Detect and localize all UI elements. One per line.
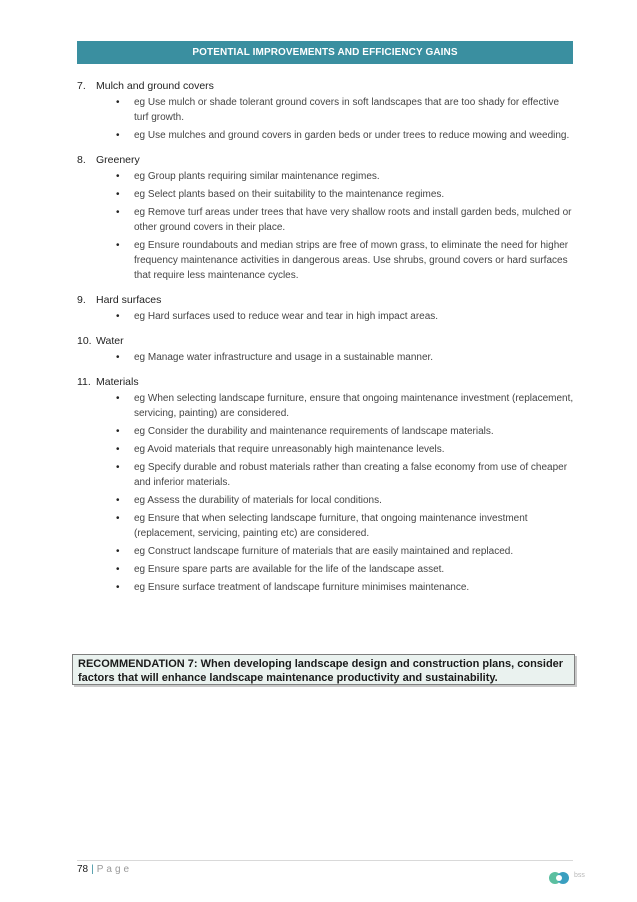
section: [77, 333, 577, 365]
bullet-list: [77, 309, 577, 324]
list-item: • eg Use mulches and ground covers in garden beds or under trees to reduce mowing and weeding.: [77, 128, 574, 143]
list-item: • eg Ensure surface treatment of landscape furniture minimises maintenance.: [77, 580, 574, 595]
list-item: • eg Ensure roundabouts and median strips are free of mown grass, to eliminate the need for higher frequency maintenance activities in dangerous areas. Use shrubs, ground covers or hard surfaces that require less maintenance cycles.: [77, 238, 574, 283]
list-item: • eg Avoid materials that require unreasonably high maintenance levels.: [77, 442, 574, 457]
section-title: Hard surfaces: [96, 294, 162, 306]
section: [77, 152, 577, 283]
footer-divider: [77, 860, 573, 861]
list-item: • eg Use mulch or shade tolerant ground covers in soft landscapes that are too shady for effective turf growth.: [77, 95, 574, 125]
bullet-list: [77, 95, 577, 143]
list-item: • eg Select plants based on their suitability to the maintenance regimes.: [77, 187, 574, 202]
list-item: • eg Manage water infrastructure and usage in a sustainable manner.: [77, 350, 574, 365]
section-title: Greenery: [96, 154, 140, 166]
section-title: Materials: [96, 376, 139, 388]
list-item: • eg Hard surfaces used to reduce wear and tear in high impact areas.: [77, 309, 574, 324]
section-heading: [77, 333, 577, 350]
section-number: 7.: [77, 80, 86, 92]
list-item: • eg Ensure spare parts are available for the life of the landscape asset.: [77, 562, 574, 577]
logo-text: bss: [574, 872, 585, 879]
page-number: [77, 864, 132, 875]
list-item: • eg Construct landscape furniture of materials that are easily maintained and replaced.: [77, 544, 574, 559]
section: [77, 292, 577, 324]
list-item: • eg When selecting landscape furniture, ensure that ongoing maintenance investment (replacement, servicing, painting) are considered.: [77, 391, 574, 421]
bullet-list: [77, 350, 577, 365]
section-number: 9.: [77, 294, 86, 306]
section-title: Water: [96, 335, 124, 347]
page-separator: |: [91, 864, 94, 875]
list-item: • eg Ensure that when selecting landscape furniture, that ongoing maintenance investment (replacement, servicing, painting etc) are considered.: [77, 511, 574, 541]
list-item: • eg Assess the durability of materials for local conditions.: [77, 493, 574, 508]
page-label: Page: [96, 864, 133, 875]
section-number: 11.: [77, 376, 91, 388]
recommendation-box: [72, 654, 575, 685]
bullet-list: [77, 169, 577, 283]
section-title: Mulch and ground covers: [96, 80, 214, 92]
recommendation-text: RECOMMENDATION 7: When developing landscape design and construction plans, consider factors that will enhance landscape maintenance productivity and sustainability.: [78, 658, 564, 684]
list-item: • eg Consider the durability and maintenance requirements of landscape materials.: [77, 424, 574, 439]
banner-title: POTENTIAL IMPROVEMENTS AND EFFICIENCY GAINS: [192, 47, 458, 58]
list-item: • eg Remove turf areas under trees that have very shallow roots and install garden beds, mulched or other ground covers in their place.: [77, 205, 574, 235]
section-heading: [77, 152, 577, 169]
section-banner: [77, 41, 573, 64]
section-number: 8.: [77, 154, 86, 166]
section-heading: [77, 374, 577, 391]
bullet-list: [77, 391, 577, 595]
section-number: 10.: [77, 335, 92, 347]
section: [77, 78, 577, 143]
section-heading: [77, 78, 577, 95]
section-heading: [77, 292, 577, 309]
list-item: • eg Specify durable and robust materials rather than creating a false economy from use of cheaper and inferior materials.: [77, 460, 574, 490]
page-number-value: 78: [77, 864, 89, 875]
document-body: [77, 78, 577, 604]
section: [77, 374, 577, 595]
list-item: • eg Group plants requiring similar maintenance regimes.: [77, 169, 574, 184]
